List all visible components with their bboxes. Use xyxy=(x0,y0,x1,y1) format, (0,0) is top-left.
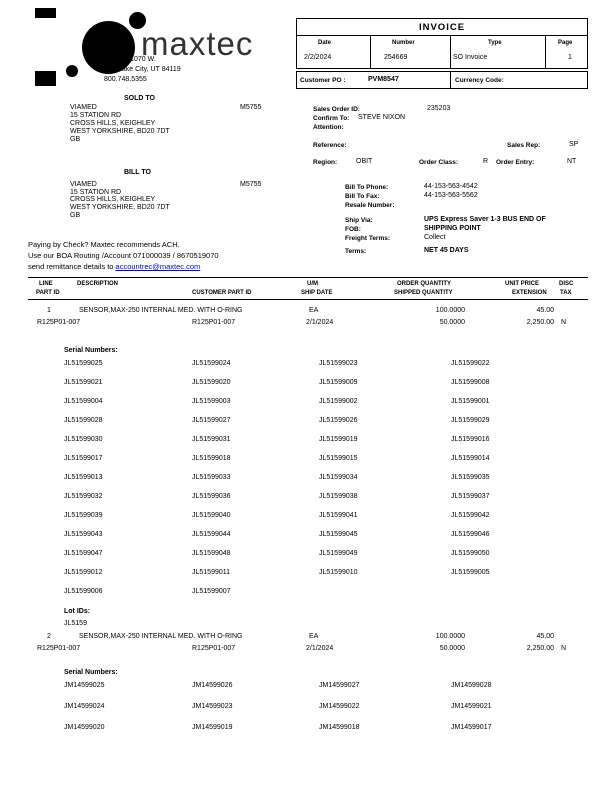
sales-rep-value: SP xyxy=(569,141,579,148)
serial-number: JL51599029 xyxy=(451,417,490,424)
sold-to-account: M5755 xyxy=(240,104,262,111)
header-shipped-quantity: SHIPPED QUANTITY xyxy=(394,290,453,296)
freight-terms-value: Collect xyxy=(424,234,446,241)
header-customer-part-id: CUSTOMER PART ID xyxy=(192,290,252,296)
invoice-col-type-label: Type xyxy=(488,40,502,46)
serial-row xyxy=(64,474,594,493)
brand-wordmark: maxtec xyxy=(141,25,254,62)
serial-number: JL51599030 xyxy=(64,436,103,443)
invoice-col-date-label: Date xyxy=(318,40,332,46)
item-tax-flag: N xyxy=(561,645,567,652)
bill-to-name: VIAMED xyxy=(70,181,97,188)
serial-number: JL51599035 xyxy=(451,474,490,481)
header-um: U/M xyxy=(307,281,318,287)
item-description: SENSOR,MAX-250 INTERNAL MED. WITH O-RING xyxy=(79,307,243,314)
table-top-rule xyxy=(28,277,588,278)
bill-to-phone-label: Bill To Phone: xyxy=(345,184,389,191)
serial-row xyxy=(64,417,594,436)
header-order-quantity: ORDER QUANTITY xyxy=(397,281,451,287)
item-line-number: 2 xyxy=(47,633,51,640)
serial-number: JL51599007 xyxy=(192,588,231,595)
item-ship-date: 2/1/2024 xyxy=(306,319,334,326)
serial-number: JL51599024 xyxy=(192,360,231,367)
serial-number: JL51599023 xyxy=(319,360,358,367)
item-shipped-qty: 50.0000 xyxy=(439,319,465,326)
sales-order-label: Sales Order ID: xyxy=(313,106,360,113)
item-um: EA xyxy=(309,307,319,314)
sold-to-address2: CROSS HILLS, KEIGHLEY xyxy=(70,120,156,127)
order-class-value: R xyxy=(483,158,489,165)
serial-number: JL51599033 xyxy=(192,474,231,481)
customer-po-label: Customer PO : xyxy=(300,77,346,84)
sold-to-address4: GB xyxy=(70,136,81,143)
serial-row xyxy=(64,436,594,455)
serial-number: JL51599044 xyxy=(192,531,231,538)
item-unit-price: 45.00 xyxy=(536,633,554,640)
order-entry-label: Order Entry: xyxy=(496,159,535,166)
ship-via-value: UPS Express Saver 1-3 BUS END OF xyxy=(424,216,546,223)
serial-number: JL51599042 xyxy=(451,512,490,519)
serial-number: JM14599023 xyxy=(192,703,233,710)
scan-mark-middle xyxy=(35,71,56,86)
serial-numbers-label: Serial Numbers: xyxy=(64,347,118,354)
confirm-to-label: Confirm To: xyxy=(313,115,350,122)
header-unit-price: UNIT PRICE xyxy=(505,281,540,287)
serial-number: JL51599038 xyxy=(319,493,358,500)
currency-code-label: Currency Code: xyxy=(455,77,504,84)
item-order-qty: 100.0000 xyxy=(435,633,465,640)
serial-number: JL51599036 xyxy=(192,493,231,500)
serial-number: JM14599026 xyxy=(192,682,233,689)
serial-number: JL51599021 xyxy=(64,379,103,386)
remittance-line3-text: send remittance details to xyxy=(28,262,116,271)
item-line-number: 1 xyxy=(47,307,51,314)
serial-number: JM14599028 xyxy=(451,682,492,689)
serial-number: JM14599017 xyxy=(451,724,492,731)
reference-label: Reference: xyxy=(313,142,347,149)
ship-via-label: Ship Via: xyxy=(345,217,373,224)
serial-row xyxy=(64,493,594,512)
serial-grid-item1 xyxy=(64,360,594,607)
freight-terms-label: Freight Terms: xyxy=(345,235,391,242)
serial-number: JL51599022 xyxy=(451,360,490,367)
bill-to-address2: CROSS HILLS, KEIGHLEY xyxy=(70,196,156,203)
header-description: DESCRIPTION xyxy=(77,281,119,287)
resale-number-label: Resale Number: xyxy=(345,202,395,209)
table-header-bottom-rule xyxy=(28,299,588,300)
bill-to-address1: 15 STATION RD xyxy=(70,189,122,196)
bill-to-address3: WEST YORKSHIRE, BD20 7DT xyxy=(70,204,170,211)
serial-row xyxy=(64,512,594,531)
bill-to-address4: GB xyxy=(70,212,81,219)
serial-number: JL51599013 xyxy=(64,474,103,481)
item-part-id: R125P01-007 xyxy=(37,645,81,652)
serial-number: JL51599003 xyxy=(192,398,231,405)
serial-number: JM14599027 xyxy=(319,682,360,689)
serial-number: JL51599028 xyxy=(64,417,103,424)
header-ship-date: SHIP DATE xyxy=(301,290,333,296)
serial-number: JL51599043 xyxy=(64,531,103,538)
serial-row xyxy=(64,682,594,703)
invoice-box-col-line-1 xyxy=(370,35,371,69)
serial-numbers-label: Serial Numbers: xyxy=(64,669,118,676)
serial-number: JL51599004 xyxy=(64,398,103,405)
item-extension: 2,250.00 xyxy=(526,319,554,326)
logo-dot-bottom-left xyxy=(66,65,78,77)
item-shipped-qty: 50.0000 xyxy=(439,645,465,652)
serial-number: JL51599037 xyxy=(451,493,490,500)
fob-label: FOB: xyxy=(345,226,361,233)
serial-number: JL51599050 xyxy=(451,550,490,557)
customer-po-value: PVM8547 xyxy=(368,76,399,83)
region-value: OBIT xyxy=(356,158,373,165)
serial-number: JL51599019 xyxy=(319,436,358,443)
invoice-title: INVOICE xyxy=(418,22,466,33)
attention-label: Attention: xyxy=(313,124,344,131)
invoice-number-value: 254669 xyxy=(384,54,408,61)
serial-number: JL51599008 xyxy=(451,379,490,386)
serial-number: JL51599018 xyxy=(192,455,231,462)
terms-value: NET 45 DAYS xyxy=(424,247,469,254)
invoice-box-col-line-2 xyxy=(450,35,451,69)
serial-number: JL51599045 xyxy=(319,531,358,538)
header-tax: TAX xyxy=(560,290,572,296)
invoice-col-number-label: Number xyxy=(392,40,415,46)
item-part-id: R125P01-007 xyxy=(37,319,81,326)
serial-number: JL51599015 xyxy=(319,455,358,462)
serial-number: JL51599046 xyxy=(451,531,490,538)
serial-number: JM14599022 xyxy=(319,703,360,710)
sold-to-name: VIAMED xyxy=(70,104,97,111)
serial-number: JL51599048 xyxy=(192,550,231,557)
terms-label: Terms: xyxy=(345,248,367,255)
sold-to-address1: 15 STATION RD xyxy=(70,112,122,119)
serial-number: JL51599017 xyxy=(64,455,103,462)
remittance-line3 xyxy=(28,263,200,271)
serial-number: JL51599012 xyxy=(64,569,103,576)
serial-number: JM14599020 xyxy=(64,724,105,731)
serial-number: JL51599041 xyxy=(319,512,358,519)
order-class-label: Order Class: xyxy=(419,159,459,166)
serial-number: JL51599010 xyxy=(319,569,358,576)
item-extension: 2,250.00 xyxy=(526,645,554,652)
invoice-page-value: 1 xyxy=(568,54,572,61)
serial-grid-item2 xyxy=(64,682,594,745)
region-label: Region: xyxy=(313,159,338,166)
serial-number: JL51599027 xyxy=(192,417,231,424)
serial-number: JL51599031 xyxy=(192,436,231,443)
serial-row xyxy=(64,703,594,724)
header-extension: EXTENSION xyxy=(512,290,547,296)
brand-address-line1: 2305 S. 1070 W. xyxy=(104,56,156,63)
serial-number: JL51599049 xyxy=(319,550,358,557)
serial-number: JL51599039 xyxy=(64,512,103,519)
serial-number: JL51599005 xyxy=(451,569,490,576)
serial-row xyxy=(64,724,594,745)
customer-po-box-divider xyxy=(450,71,451,89)
sold-to-label: SOLD TO xyxy=(124,95,155,102)
serial-number: JL51599034 xyxy=(319,474,358,481)
invoice-type-value: SO Invoice xyxy=(453,54,488,61)
serial-row xyxy=(64,550,594,569)
serial-number: JL51599047 xyxy=(64,550,103,557)
item-um: EA xyxy=(309,633,319,640)
serial-number: JL51599032 xyxy=(64,493,103,500)
serial-row xyxy=(64,588,594,607)
item-customer-part-id: R125P01-007 xyxy=(192,319,236,326)
bill-to-phone-value: 44-153-563-4542 xyxy=(424,183,478,190)
serial-row xyxy=(64,379,594,398)
brand-phone: 800.748.5355 xyxy=(104,76,147,83)
item-customer-part-id: R125P01-007 xyxy=(192,645,236,652)
serial-number: JL51599016 xyxy=(451,436,490,443)
serial-number: JL51599002 xyxy=(319,398,358,405)
serial-number: JL51599011 xyxy=(192,569,231,576)
serial-row xyxy=(64,531,594,550)
item-tax-flag: N xyxy=(561,319,567,326)
serial-number: JL51599014 xyxy=(451,455,490,462)
remittance-email-link[interactable]: accountrec@maxtec.com xyxy=(115,262,201,271)
lot-id-value: JL5159 xyxy=(64,620,87,627)
bill-to-label: BILL TO xyxy=(124,169,151,176)
invoice-date-value: 2/2/2024 xyxy=(304,54,332,61)
sold-to-address3: WEST YORKSHIRE, BD20 7DT xyxy=(70,128,170,135)
serial-number: JL51599001 xyxy=(451,398,490,405)
invoice-box-col-line-3 xyxy=(545,35,546,69)
remittance-line1: Paying by Check? Maxtec recommends ACH. xyxy=(28,240,180,249)
serial-number: JM14599019 xyxy=(192,724,233,731)
serial-row xyxy=(64,360,594,379)
fob-value: SHIPPING POINT xyxy=(424,225,481,232)
serial-number: JL51599040 xyxy=(192,512,231,519)
item-order-qty: 100.0000 xyxy=(435,307,465,314)
header-line: LINE xyxy=(39,281,53,287)
serial-row xyxy=(64,398,594,417)
serial-number: JL51599025 xyxy=(64,360,103,367)
header-disc: DISC xyxy=(559,281,574,287)
remittance-line2: Use our BOA Routing /Account 071000039 / 8670519070 xyxy=(28,251,219,260)
serial-number: JL51599020 xyxy=(192,379,231,386)
serial-number: JL51599009 xyxy=(319,379,358,386)
serial-number: JM14599024 xyxy=(64,703,105,710)
brand-address-line2: Salt Lake City, UT 84119 xyxy=(104,66,181,73)
item-description: SENSOR,MAX-250 INTERNAL MED. WITH O-RING xyxy=(79,633,243,640)
confirm-to-value: STEVE NIXON xyxy=(358,114,406,121)
serial-number: JM14599021 xyxy=(451,703,492,710)
scan-mark-top xyxy=(35,8,56,18)
serial-number: JL51599026 xyxy=(319,417,358,424)
order-entry-value: NT xyxy=(567,158,577,165)
invoice-col-page-label: Page xyxy=(558,40,573,46)
sales-order-value: 235203 xyxy=(427,105,451,112)
item-unit-price: 45.00 xyxy=(536,307,554,314)
serial-row xyxy=(64,569,594,588)
serial-number: JM14599025 xyxy=(64,682,105,689)
bill-to-account: M5755 xyxy=(240,181,262,188)
lot-ids-label: Lot IDs: xyxy=(64,608,91,615)
bill-to-fax-label: Bill To Fax: xyxy=(345,193,380,200)
sales-rep-label: Sales Rep: xyxy=(507,142,541,149)
serial-number: JM14599018 xyxy=(319,724,360,731)
header-part-id: PART ID xyxy=(36,290,60,296)
item-ship-date: 2/1/2024 xyxy=(306,645,334,652)
bill-to-fax-value: 44-153-563-5562 xyxy=(424,192,478,199)
serial-number: JL51599006 xyxy=(64,588,103,595)
serial-row xyxy=(64,455,594,474)
